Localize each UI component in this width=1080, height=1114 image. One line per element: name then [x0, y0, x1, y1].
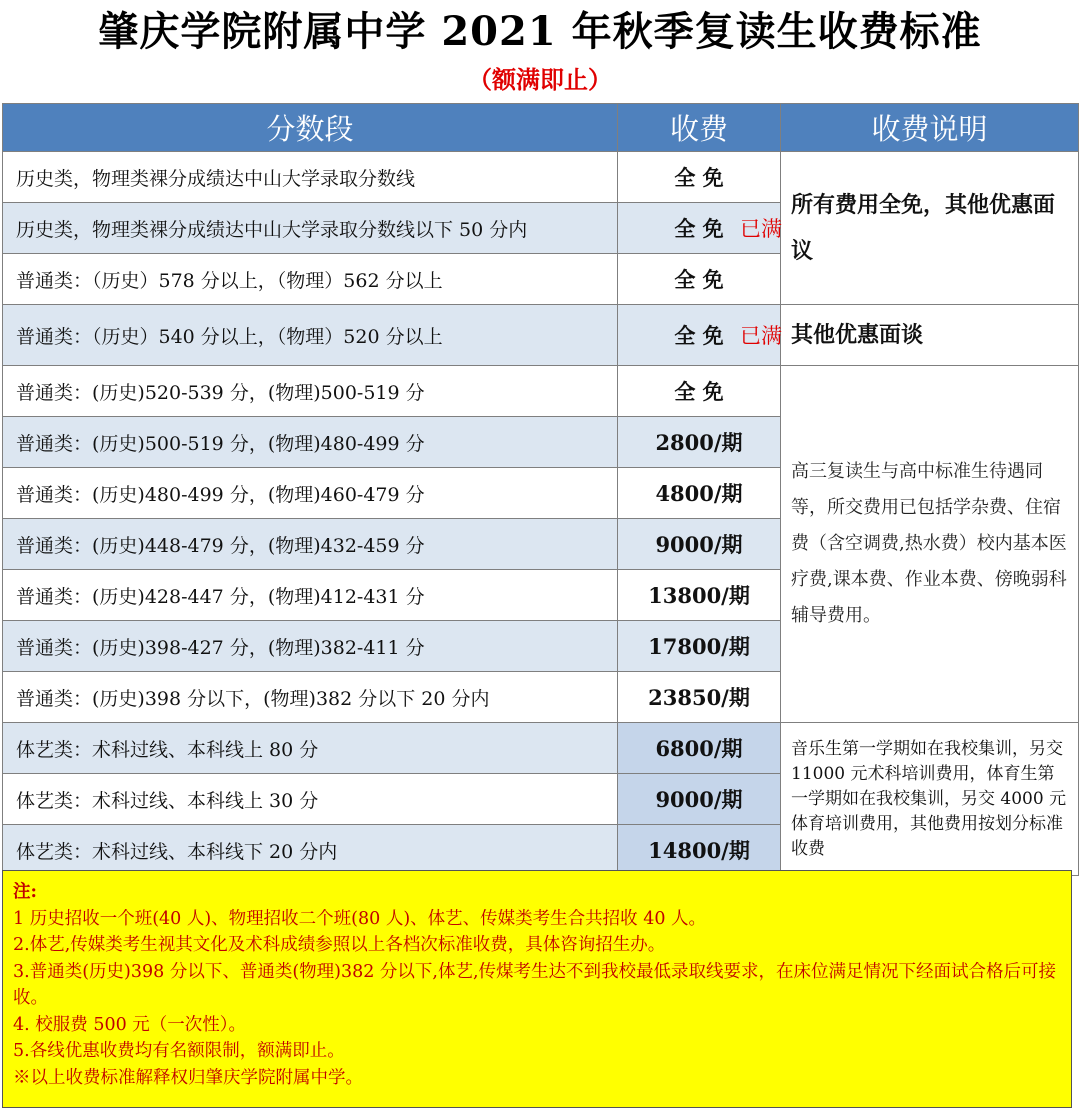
- fee-description-cell: 高三复读生与高中标准生待遇同等，所交费用已包括学杂费、住宿费（含空调费,热水费）校内基本医疗费,课本费、作业本费、傍晚弱科辅导费用。: [781, 366, 1079, 723]
- fee-cell: [618, 366, 781, 417]
- fee-value: 17800/期: [648, 634, 750, 659]
- fee-value: 4800/期: [655, 481, 743, 506]
- fee-cell: [618, 723, 781, 774]
- note-item: 2.体艺,传媒类考生视其文化及术科成绩参照以上各档次标准收费，具体咨询招生办。: [13, 935, 666, 955]
- notes-heading: 注:: [13, 882, 37, 902]
- fee-value: 14800/期: [648, 838, 750, 863]
- table-row: [3, 366, 1079, 417]
- full-status-badge: 已满: [740, 217, 782, 241]
- fee-cell: [618, 417, 781, 468]
- score-range-cell: 普通类：（历史）578 分以上，（物理）562 分以上: [3, 254, 618, 305]
- score-range-cell: 普通类：(历史)448-479 分，(物理)432-459 分: [3, 519, 618, 570]
- full-status-badge: 已满: [740, 324, 782, 348]
- fee-value: 13800/期: [648, 583, 750, 608]
- header-desc: 收费说明: [781, 104, 1079, 152]
- fee-value: 23850/期: [648, 685, 750, 710]
- score-range-cell: 普通类：(历史)398-427 分，(物理)382-411 分: [3, 621, 618, 672]
- table-header: [3, 104, 1079, 152]
- fee-cell: [618, 305, 781, 366]
- score-range-cell: 历史类，物理类裸分成绩达中山大学录取分数线: [3, 152, 618, 203]
- fee-cell: [618, 774, 781, 825]
- fee-table: [2, 103, 1079, 876]
- page-subtitle: （额满即止）: [468, 65, 612, 94]
- fee-cell: [618, 519, 781, 570]
- score-range-cell: 普通类：(历史)500-519 分，(物理)480-499 分: [3, 417, 618, 468]
- fee-cell: [618, 570, 781, 621]
- notes-box: [2, 870, 1072, 1108]
- note-item: ※以上收费标准解释权归肇庆学院附属中学。: [13, 1067, 363, 1088]
- score-range-cell: 历史类，物理类裸分成绩达中山大学录取分数线以下 50 分内: [3, 203, 618, 254]
- fee-description-cell: 音乐生第一学期如在我校集训，另交 11000 元术科培训费用，体育生第一学期如在我校集训，另交 4000 元体育培训费用，其他费用按划分标准收费: [781, 723, 1079, 876]
- note-item: 4. 校服费 500 元（一次性）。: [13, 1014, 247, 1035]
- fee-value: 全 免: [674, 216, 724, 241]
- header-fee: 收费: [618, 104, 781, 152]
- fee-cell: [618, 468, 781, 519]
- fee-cell: [618, 672, 781, 723]
- fee-value: 全 免: [674, 323, 724, 348]
- fee-value: 全 免: [674, 165, 724, 190]
- score-range-cell: 体艺类：术科过线、本科线上 30 分: [3, 774, 618, 825]
- fee-cell: [618, 621, 781, 672]
- fee-cell: [618, 254, 781, 305]
- score-range-cell: 体艺类：术科过线、本科线下 20 分内: [3, 825, 618, 876]
- fee-value: 全 免: [674, 267, 724, 292]
- score-range-cell: 普通类：(历史)398 分以下，(物理)382 分以下 20 分内: [3, 672, 618, 723]
- fee-value: 全 免: [674, 379, 724, 404]
- fee-value: 2800/期: [655, 430, 743, 455]
- note-item: 5.各线优惠收费均有名额限制，额满即止。: [13, 1041, 345, 1061]
- fee-value: 9000/期: [655, 787, 743, 812]
- fee-value: 9000/期: [655, 532, 743, 557]
- header-score: 分数段: [3, 104, 618, 152]
- fee-value: 6800/期: [655, 736, 743, 761]
- table-row: [3, 152, 1079, 203]
- fee-description-cell: 所有费用全免，其他优惠面议: [781, 152, 1079, 305]
- page-title: 肇庆学院附属中学 2021 年秋季复读生收费标准: [98, 8, 982, 55]
- score-range-cell: 普通类：(历史)480-499 分，(物理)460-479 分: [3, 468, 618, 519]
- score-range-cell: 普通类：(历史)428-447 分，(物理)412-431 分: [3, 570, 618, 621]
- note-item: 3.普通类(历史)398 分以下、普通类(物理)382 分以下,体艺,传煤考生达不到我校最低录取线要求，在床位满足情况下经面试合格后可接收。: [13, 961, 1057, 1008]
- fee-cell: [618, 203, 781, 254]
- fee-description-cell: 其他优惠面谈: [781, 305, 1079, 366]
- score-range-cell: 普通类：（历史）540 分以上，（物理）520 分以上: [3, 305, 618, 366]
- score-range-cell: 普通类：(历史)520-539 分，(物理)500-519 分: [3, 366, 618, 417]
- fee-cell: [618, 825, 781, 876]
- score-range-cell: 体艺类：术科过线、本科线上 80 分: [3, 723, 618, 774]
- table-row: [3, 305, 1079, 366]
- table-row: [3, 723, 1079, 774]
- note-item: 1 历史招收一个班(40 人)、物理招收二个班(80 人)、体艺、传媒类考生合共招收 40 人。: [13, 908, 707, 929]
- fee-cell: [618, 152, 781, 203]
